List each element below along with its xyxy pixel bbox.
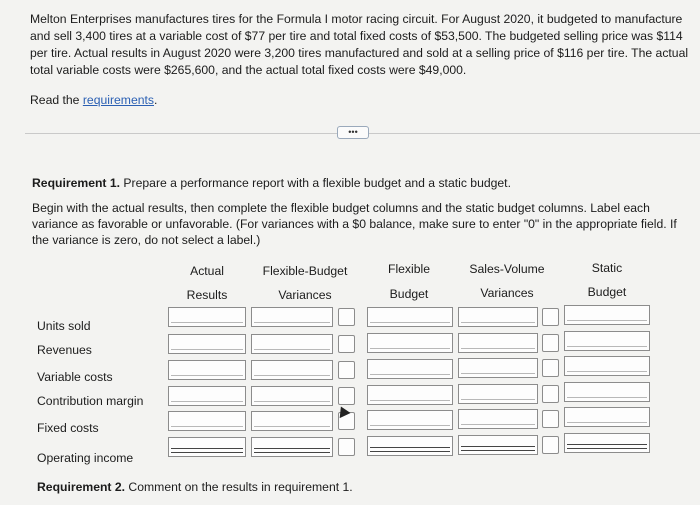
input-salesvol-variable-costs[interactable]	[458, 358, 538, 378]
requirement-1-heading	[32, 176, 511, 190]
input-salesvol-operating-income[interactable]	[458, 435, 538, 455]
requirement-2-label: Requirement 2.	[37, 480, 126, 494]
row-label-variable-costs: Variable costs	[37, 370, 113, 384]
header-flexvar-line1: Flexible-Budget	[262, 264, 348, 278]
row-label-contribution-margin: Contribution margin	[37, 394, 144, 408]
select-salesvol-label-contribution-margin[interactable]	[542, 385, 559, 403]
read-suffix: .	[154, 93, 158, 107]
input-flexvar-revenues[interactable]	[251, 334, 333, 354]
header-static-line1: Static	[591, 261, 623, 275]
input-flexvar-operating-income[interactable]	[251, 437, 333, 457]
select-salesvol-label-fixed-costs[interactable]	[542, 410, 559, 428]
requirement-1-label: Requirement 1.	[32, 176, 121, 190]
input-static-fixed-costs[interactable]	[564, 407, 650, 427]
header-actual-line1: Actual	[190, 264, 224, 278]
header-salesvol-line1: Sales-Volume	[469, 262, 545, 276]
input-flexvar-variable-costs[interactable]	[251, 360, 333, 380]
requirement-1-text: Prepare a performance report with a flexible budget and a static budget.	[120, 176, 511, 190]
input-salesvol-fixed-costs[interactable]	[458, 409, 538, 429]
input-static-units[interactable]	[564, 305, 650, 325]
header-flexbudget-line1: Flexible	[388, 262, 430, 276]
header-actual-line2: Results	[186, 288, 228, 302]
input-salesvol-contribution-margin[interactable]	[458, 384, 538, 404]
header-flexbudget-line2: Budget	[389, 287, 429, 301]
input-flexbudget-units[interactable]	[367, 307, 453, 327]
input-flexvar-units[interactable]	[251, 307, 333, 327]
input-actual-fixed-costs[interactable]	[168, 411, 246, 431]
read-prefix: Read the	[30, 93, 83, 107]
input-flexbudget-variable-costs[interactable]	[367, 359, 453, 379]
input-actual-revenues[interactable]	[168, 334, 246, 354]
row-label-revenues: Revenues	[37, 343, 92, 357]
input-flexvar-contribution-margin[interactable]	[251, 386, 333, 406]
select-salesvol-label-units[interactable]	[542, 308, 559, 326]
read-requirements-line	[30, 93, 157, 107]
requirement-2-heading	[37, 480, 353, 494]
requirement-2-text: Comment on the results in requirement 1.	[125, 480, 353, 494]
select-salesvol-label-variable-costs[interactable]	[542, 359, 559, 377]
input-actual-contribution-margin[interactable]	[168, 386, 246, 406]
input-static-variable-costs[interactable]	[564, 356, 650, 376]
input-static-revenues[interactable]	[564, 331, 650, 351]
problem-text: Melton Enterprises manufactures tires for the Formula I motor racing circuit. For August 2020, it budgeted to manufacture and sell 3,400 tires at a variable cost of $77 per tire and total fixed costs of $53,500. The budgeted selling price was $114 per tire. Actual results in August 2020 were 3,200 tires manufactured and sold at a selling price of $116 per tire. The actual total variable costs were $265,600, and the actual total fixed costs were $49,000.	[30, 12, 689, 77]
select-flexvar-label-contribution-margin[interactable]	[338, 387, 355, 405]
input-static-operating-income[interactable]	[564, 433, 650, 453]
input-actual-units[interactable]	[168, 307, 246, 327]
row-label-units-sold: Units sold	[37, 319, 91, 333]
input-actual-variable-costs[interactable]	[168, 360, 246, 380]
select-flexvar-label-units[interactable]	[338, 308, 355, 326]
problem-statement	[30, 11, 692, 79]
header-flexvar-line2: Variances	[278, 288, 332, 302]
input-flexbudget-fixed-costs[interactable]	[367, 410, 453, 430]
header-static-line2: Budget	[587, 285, 627, 299]
input-actual-operating-income[interactable]	[168, 437, 246, 457]
row-label-operating-income: Operating income	[37, 451, 134, 465]
expand-more-button[interactable]: •••	[337, 126, 369, 139]
header-salesvol-line2: Variances	[480, 286, 534, 300]
input-static-contribution-margin[interactable]	[564, 382, 650, 402]
select-salesvol-label-operating-income[interactable]	[542, 436, 559, 454]
requirements-link[interactable]: requirements	[82, 93, 154, 107]
input-flexbudget-revenues[interactable]	[367, 333, 453, 353]
select-salesvol-label-revenues[interactable]	[542, 334, 559, 352]
select-flexvar-label-revenues[interactable]	[338, 335, 355, 353]
input-flexbudget-contribution-margin[interactable]	[367, 385, 453, 405]
input-salesvol-revenues[interactable]	[458, 333, 538, 353]
select-flexvar-label-variable-costs[interactable]	[338, 361, 355, 379]
input-flexvar-fixed-costs[interactable]	[251, 411, 333, 431]
row-label-fixed-costs: Fixed costs	[37, 421, 99, 435]
input-salesvol-units[interactable]	[458, 307, 538, 327]
select-flexvar-label-operating-income[interactable]	[338, 438, 355, 456]
input-flexbudget-operating-income[interactable]	[367, 436, 453, 456]
requirement-1-instructions: Begin with the actual results, then complete the flexible budget columns and the static budget columns. Label each variance as favorable or unfavorable. (For variances with a $0 balance, make sure to enter "0" in the appropriate field. If the variance is zero, do not select a label.)	[32, 201, 677, 247]
